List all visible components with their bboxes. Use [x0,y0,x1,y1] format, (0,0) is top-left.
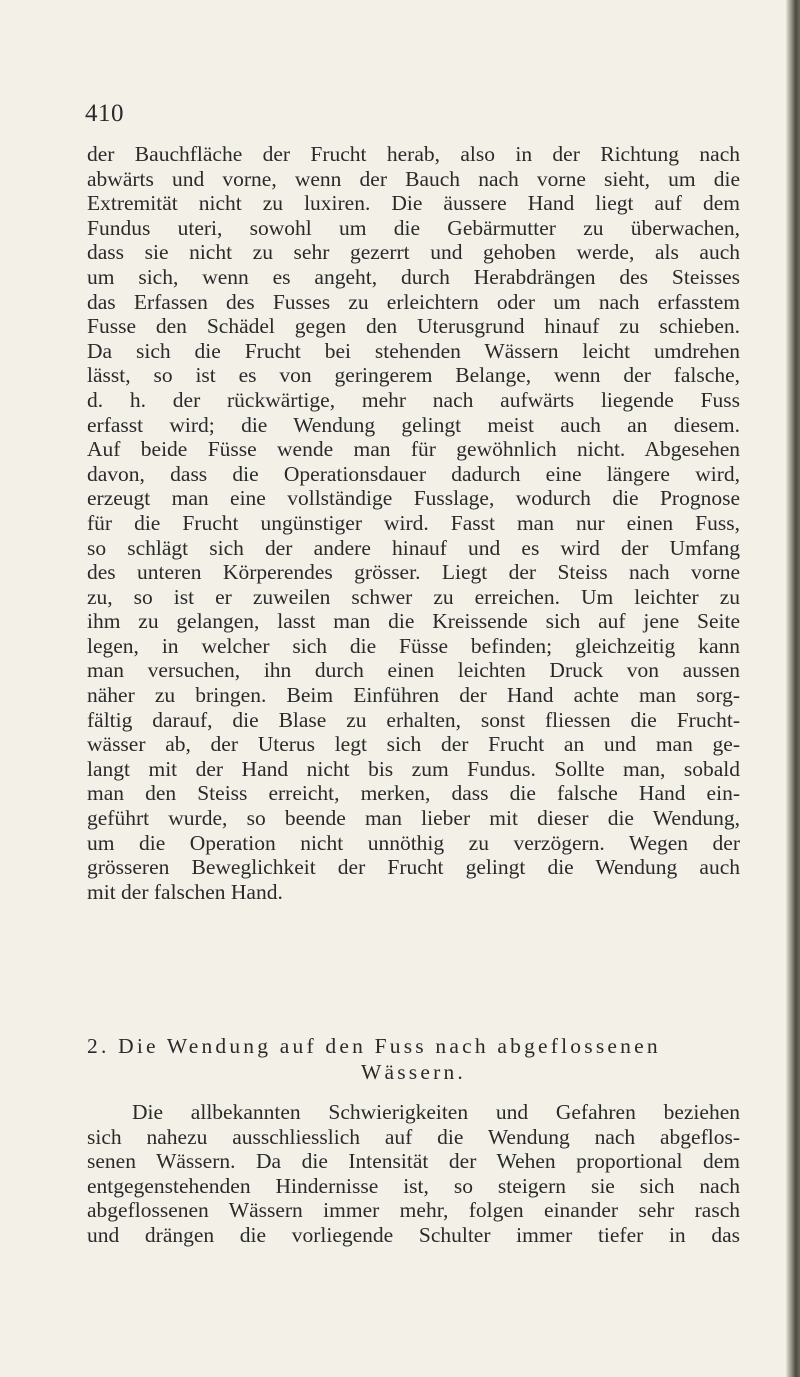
text-line: Die allbekannten Schwierigkeiten und Gefahren beziehen [132,1100,740,1124]
paragraph-1 [87,142,740,904]
text-line: das Erfassen des Fusses zu erleichtern oder um nach erfasstem [87,289,740,314]
text-line: abgeflossenen Wässern immer mehr, folgen einander sehr rasch [87,1198,740,1223]
text-line: man den Steiss erreicht, merken, dass die falsche Hand ein- [87,781,740,806]
text-line: dass sie nicht zu sehr gezerrt und gehoben werde, als auch [87,240,740,265]
text-line: grösseren Beweglichkeit der Frucht gelingt die Wendung auch [87,855,740,880]
text-line: d. h. der rückwärtige, mehr nach aufwärts liegende Fuss [87,387,740,412]
text-line: senen Wässern. Da die Intensität der Wehen proportional dem [87,1149,740,1174]
text-line: Fusse den Schädel gegen den Uterusgrund hinauf zu schieben. [87,314,740,339]
page-number: 410 [85,100,124,127]
text-line: für die Frucht ungünstiger wird. Fasst man nur einen Fuss, [87,510,740,535]
text-line: ihm zu gelangen, lasst man die Kreissende sich auf jene Seite [87,609,740,634]
text-line: langt mit der Hand nicht bis zum Fundus. Sollte man, sobald [87,756,740,781]
paragraph-2 [87,1100,740,1248]
section-heading [87,1033,740,1085]
text-line: lässt, so ist es von geringerem Belange, wenn der falsche, [87,363,740,388]
text-line: des unteren Körperendes grösser. Liegt der Steiss nach vorne [87,560,740,585]
text-line: man versuchen, ihn durch einen leichten Druck von aussen [87,658,740,683]
text-line: Auf beide Füsse wende man für gewöhnlich nicht. Abgesehen [87,437,740,462]
text-line: zu, so ist er zuweilen schwer zu erreichen. Um leichter zu [87,584,740,609]
text-line: so schlägt sich der andere hinauf und es wird der Umfang [87,535,740,560]
text-line: um die Operation nicht unnöthig zu verzögern. Wegen der [87,830,740,855]
text-line: Fundus uteri, sowohl um die Gebärmutter zu überwachen, [87,215,740,240]
text-line: und drängen die vorliegende Schulter immer tiefer in das [87,1222,740,1247]
text-line: Da sich die Frucht bei stehenden Wässern leicht umdrehen [87,338,740,363]
text-line: entgegenstehenden Hindernisse ist, so steigern sie sich nach [87,1173,740,1198]
text-line: geführt wurde, so beende man lieber mit dieser die Wendung, [87,806,740,831]
text-line: legen, in welcher sich die Füsse befinden; gleichzeitig kann [87,633,740,658]
section-heading-line-1: 2. Die Wendung auf den Fuss nach abgeflossenen [87,1034,661,1058]
text-line: erzeugt man eine vollständige Fusslage, wodurch die Prognose [87,486,740,511]
text-line: fältig darauf, die Blase zu erhalten, sonst fliessen die Frucht- [87,707,740,732]
text-line: um sich, wenn es angeht, durch Herabdrängen des Steisses [87,264,740,289]
text-line: abwärts und vorne, wenn der Bauch nach vorne sieht, um die [87,166,740,191]
text-line: wässer ab, der Uterus legt sich der Frucht an und man ge- [87,732,740,757]
text-line: mit der falschen Hand. [87,879,283,904]
page-edge-shadow [786,0,800,1377]
text-line: näher zu bringen. Beim Einführen der Hand achte man sorg- [87,683,740,708]
text-line: erfasst wird; die Wendung gelingt meist auch an diesem. [87,412,740,437]
text-line: sich nahezu ausschliesslich auf die Wendung nach abgeflos- [87,1124,740,1149]
text-line: der Bauchfläche der Frucht herab, also in der Richtung nach [87,142,740,166]
section-heading-line-2: Wässern. [361,1060,466,1084]
text-line: davon, dass die Operationsdauer dadurch eine längere wird, [87,461,740,486]
text-line: Extremität nicht zu luxiren. Die äussere Hand liegt auf dem [87,191,740,216]
